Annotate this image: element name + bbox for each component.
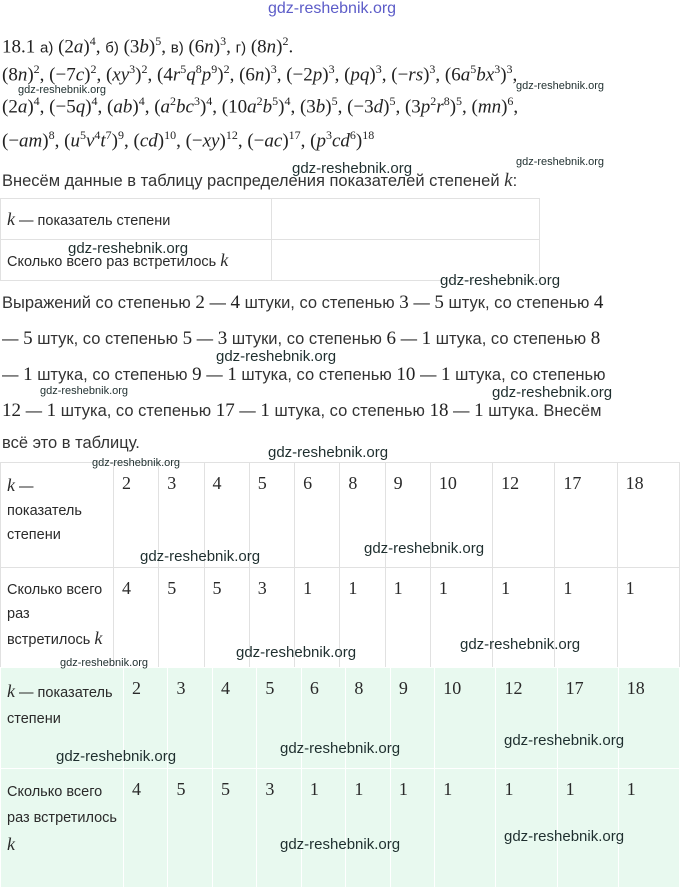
count-cell: 4 [114,568,159,675]
watermark: gdz-reshebnik.org [60,657,149,669]
count-cell: 5 [212,769,256,888]
problem-line-1: 18.1 а) $(2a)^4$, б) $(3b)^5$, в) $(6n)^3$, г) $(8n)^2$. [2,34,294,58]
watermark: gdz-reshebnik.org [40,385,129,397]
summary-line-2: — 5 штук, со степенью 5 — 3 штуки, со степенью 6 — 1 штука, со степенью 8 [2,328,601,349]
count-cell: 1 [618,769,679,888]
exponent-cell: 6 [301,668,345,769]
exponent-cell: 18 [618,668,679,769]
count-cell: 1 [430,568,492,675]
count-cell: 1 [617,568,679,675]
watermark: gdz-reshebnik.org [18,84,107,96]
count-cell: 1 [435,769,496,888]
count-cell: 1 [496,769,557,888]
exponent-cell: 9 [385,463,430,568]
exponent-cell: 3 [159,463,204,568]
count-row-label: Сколько всего раз встретилось k [1,568,114,675]
watermark: gdz-reshebnik.org [140,548,261,565]
exponent-cell: 9 [390,668,434,769]
exponent-cell: 10 [430,463,492,568]
exponent-cell: 17 [557,668,618,769]
exponent-cell: 17 [555,463,617,568]
summary-line-1: Выражений со степенью 2 — 4 штуки, со степенью 3 — 5 штук, со степенью 4 [2,292,604,313]
table1-row1-label: k — показатель степени [1,199,272,240]
watermark: gdz-reshebnik.org [280,740,401,757]
count-cell: 4 [124,769,168,888]
count-cell: 1 [385,568,430,675]
count-cell: 3 [249,568,294,675]
watermark: gdz-reshebnik.org [216,348,337,365]
count-cell: 1 [555,568,617,675]
exponent-cell: 8 [340,463,385,568]
watermark: gdz-reshebnik.org [492,384,613,401]
watermark: gdz-reshebnik.org [516,80,605,92]
count-cell: 1 [346,769,390,888]
count-cell: 1 [340,568,385,675]
count-cell: 1 [295,568,340,675]
watermark: gdz-reshebnik.org [268,444,389,461]
exponent-cell: 5 [249,463,294,568]
watermark: gdz-reshebnik.org [440,272,561,289]
count-cell: 5 [168,769,212,888]
summary-line-4: 12 — 1 штука, со степенью 17 — 1 штука, со степенью 18 — 1 штука. Внесём [2,400,602,421]
exponent-row-label: k — показатель степени [1,668,124,769]
watermark: gdz-reshebnik.org [92,457,181,469]
answer-table [0,667,680,888]
count-cell: 5 [159,568,204,675]
watermark: gdz-reshebnik.org [504,828,625,845]
problem-number: 18.1 [2,36,36,58]
watermark: gdz-reshebnik.org [460,636,581,653]
table1-row2-label: Сколько всего раз встретилось k [1,240,272,281]
exponent-cell: 2 [114,463,159,568]
exponent-cell: 4 [204,463,249,568]
watermark: gdz-reshebnik.org [236,644,357,661]
watermark: gdz-reshebnik.org [364,540,485,557]
exponent-cell: 4 [212,668,256,769]
watermark: gdz-reshebnik.org [516,156,605,168]
exponent-row-label: k — показатель степени [1,463,114,568]
watermark: gdz-reshebnik.org [280,836,401,853]
table1-row1-value [272,199,540,240]
count-row-label: Сколько всего раз встретилось k [1,769,124,888]
count-cell: 5 [204,568,249,675]
exponent-cell: 8 [346,668,390,769]
count-cell: 1 [390,769,434,888]
summary-line-3: — 1 штука, со степенью 9 — 1 штука, со степенью 10 — 1 штука, со степенью [2,364,606,385]
watermark-top: gdz-reshebnik.org [268,0,397,17]
table-row-exponents [1,463,680,568]
summary-line-5: всё это в таблицу. [2,434,140,452]
watermark: gdz-reshebnik.org [56,748,177,765]
exponent-cell: 10 [435,668,496,769]
problem-line-2: $(8n)^2$, $(-7c)^2$, $(xy^3)^2$, $(4r^5q^8p^9)^2$, $(6n)^3$, $(-2p)^3$, (pq)$^3$, $(-rs)^3$, $(6a^5bx^3)^3$, [2,62,518,86]
exponent-cell: 12 [493,463,555,568]
exponent-cell: 18 [617,463,679,568]
exponent-cell: 2 [124,668,168,769]
exponent-cell: 3 [168,668,212,769]
count-cell: 1 [557,769,618,888]
count-cell: 1 [493,568,555,675]
count-cell: 3 [257,769,301,888]
exponent-cell: 6 [295,463,340,568]
watermark: gdz-reshebnik.org [292,160,413,177]
watermark: gdz-reshebnik.org [68,240,189,257]
problem-line-4: $(-am)^8$, $(u^5v^4t^7)^9$, (cd)$^{10}$, $(-xy)^{12}$, $(-ac)^{17}$, $(p^3cd^6)^{18}$ [2,128,375,152]
count-cell: 1 [301,769,345,888]
exponent-cell: 5 [257,668,301,769]
watermark: gdz-reshebnik.org [504,732,625,749]
exponent-cell: 12 [496,668,557,769]
intro-text: Внесём данные в таблицу распределения показателей степеней k: [2,170,518,191]
problem-line-3: $(2a)^4$, $(-5q)^4$, (ab)$^4$, $(a^2bc^3)^4$, $(10a^2b^5)^4$, $(3b)^5$, $(-3d)^5$, $(3p^2r^8)^5$, (mn)$^6$, [2,94,519,118]
